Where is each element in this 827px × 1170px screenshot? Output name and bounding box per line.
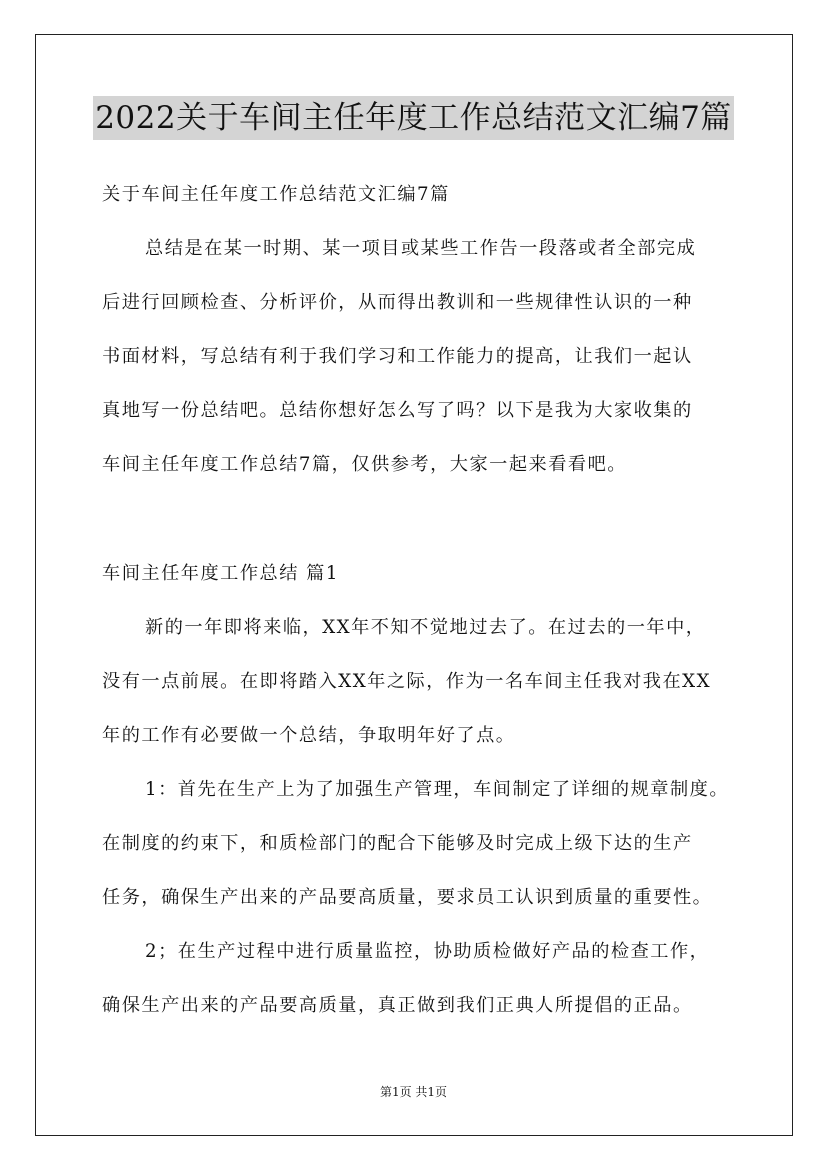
page-footer: 第1页 共1页: [379, 1085, 448, 1099]
intro-line: 车间主任年度工作总结7篇，仅供参考，大家一起来看看吧。: [102, 454, 627, 475]
body-line: 确保生产出来的产品要高质量，真正做到我们正典人所提倡的正品。: [102, 995, 693, 1016]
intro-line: 总结是在某一时期、某一项目或某些工作告一段落或者全部完成: [145, 238, 697, 259]
body-line: 新的一年即将来临，XX年不知不觉地过去了。在过去的一年中，: [145, 617, 706, 638]
document-title: 2022关于车间主任年度工作总结范文汇编7篇: [93, 96, 734, 140]
intro-line: 书面材料，写总结有利于我们学习和工作能力的提高，让我们一起认: [102, 346, 693, 367]
body-line: 2；在生产过程中进行质量监控，协助质检做好产品的检查工作，: [145, 941, 710, 962]
body-line: 在制度的约束下，和质检部门的配合下能够及时完成上级下达的生产: [102, 833, 693, 854]
body-line: 任务，确保生产出来的产品要高质量，要求员工认识到质量的重要性。: [102, 887, 713, 908]
body-line: 年的工作有必要做一个总结，争取明年好了点。: [102, 725, 516, 746]
title-container: [0, 96, 827, 140]
intro-line: 真地写一份总结吧。总结你想好怎么写了吗？以下是我为大家收集的: [102, 400, 693, 421]
document-subtitle: 关于车间主任年度工作总结范文汇编7篇: [102, 184, 450, 205]
section-heading: 车间主任年度工作总结 篇1: [102, 563, 339, 584]
body-line: 1：首先在生产上为了加强生产管理，车间制定了详细的规章制度。: [145, 779, 730, 800]
intro-line: 后进行回顾检查、分析评价，从而得出教训和一些规律性认识的一种: [102, 292, 693, 313]
body-line: 没有一点前展。在即将踏入XX年之际，作为一名车间主任我对我在XX: [102, 671, 712, 692]
